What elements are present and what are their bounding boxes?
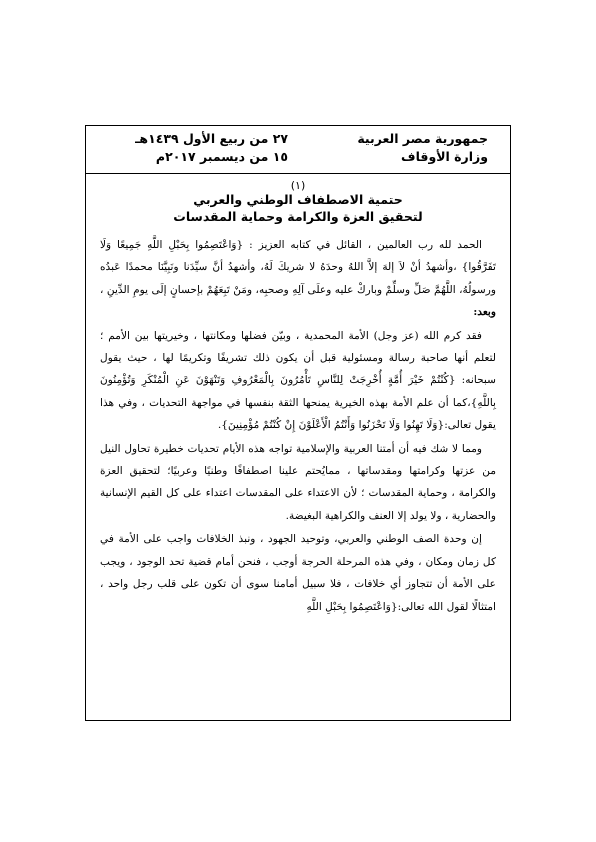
paragraph-opening (100, 234, 496, 324)
header-divider (86, 173, 510, 174)
paragraph-2: فقد كرم الله (عز وجل) الأمة المحمدية ، وبيّن فضلها ومكانتها ، وخيريتها بين الأمم ؛ لتعلم أنها صاحبة رسالة ومسئولية قبل أن يكون ذلك تشريفًا وتكريمًا لها ، حيث يقول سبحانه: {كُنْتُمْ خَيْرَ أُمَّةٍ أُخْرِجَتْ لِلنَّاسِ تَأْمُرُونَ بِالْمَعْرُوفِ وَتَنْهَوْنَ عَنِ الْمُنْكَرِ وَتُؤْمِنُونَ بِاللَّهِ}،كما أن علم الأمة بهذه الخيرية يمنحها الثقة بنفسها في مواجهة التحديات ، وفي هذا يقول تعالى:{وَلَا تَهِنُوا وَلَا تَحْزَنُوا وَأَنْتُمُ الْأَعْلَوْنَ إِنْ كُنْتُمْ مُؤْمِنِينَ}. (100, 329, 496, 432)
sermon-title-line-1: حتمية الاصطفاف الوطني والعربي (193, 192, 403, 207)
opening-transition: وبعد: (473, 306, 496, 319)
country-name: جمهورية مصر العربية (357, 131, 488, 146)
paragraph-3: ومما لا شك فيه أن أمتنا العربية والإسلامية تواجه هذه الأيام تحديات خطيرة تحاول النيل من عزتها وكرامتها ومقدساتها ، ممايُحتم علينا اصطفافًا وطنيًا وعربيًا؛ لتحقيق العزة والكرامة ، وحماية المقدسات ؛ لأن الاعتداء على المقدسات اعتداء على كل القيم الإنسانية والحضارية ، ولا يولد إلا العنف والكراهية البغيضة. (100, 442, 496, 522)
date-block (135, 130, 288, 166)
sermon-number: (١) (290, 179, 306, 192)
sermon-body (100, 234, 496, 618)
hijri-date: ٢٧ من ربيع الأول ١٤٣٩هـ (135, 131, 288, 146)
opening-text: الحمد لله رب العالمين ، القائل في كتابه العزيز : {وَاعْتَصِمُوا بِحَبْلِ اللَّهِ جَمِيعًا وَلَا تَفَرَّقُوا} ،وأشهدُ أنْ لاَ إلهَ إلاَّ اللهُ وحدَهُ لا شريكَ لَهُ، وأشهدُ أنَّ سيِّدَنا ونَبِيَّنَا محمدًا عَبدُه ورسولُهُ، اللَّهُمَّ صَلِّ وسلِّمْ وباركْ عليه وعلَى آلِهِ وصحبِه، ومَنْ تَبِعَهُمْ بإحسانٍ إلَى يومِ الدِّينِ ، (100, 239, 496, 296)
paragraph-4: إن وحدة الصف الوطني والعربي، وتوحيد الجهود ، ونبذ الخلافات واجب على الأمة في كل زمان ومكان ، وفي هذه المرحلة الحرجة أوجب ، فنحن أمام قضية تحد الوجود ، ويجب على الأمة أن تتجاوز أي خلافات ، فلا سبيل أمامنا سوى أن تكون على قلب رجل واحد ، امتثالًا لقول الله تعالى:{وَاعْتَصِمُوا بِحَبْلِ اللَّهِ (100, 533, 496, 613)
gregorian-date: ١٥ من ديسمبر ٢٠١٧م (155, 149, 288, 164)
ministry-name: وزارة الأوقاف (401, 149, 488, 164)
sermon-title-line-2: لتحقيق العزة والكرامة وحماية المقدسات (173, 209, 423, 224)
issuer-block (357, 130, 488, 166)
sermon-frame (85, 125, 511, 721)
